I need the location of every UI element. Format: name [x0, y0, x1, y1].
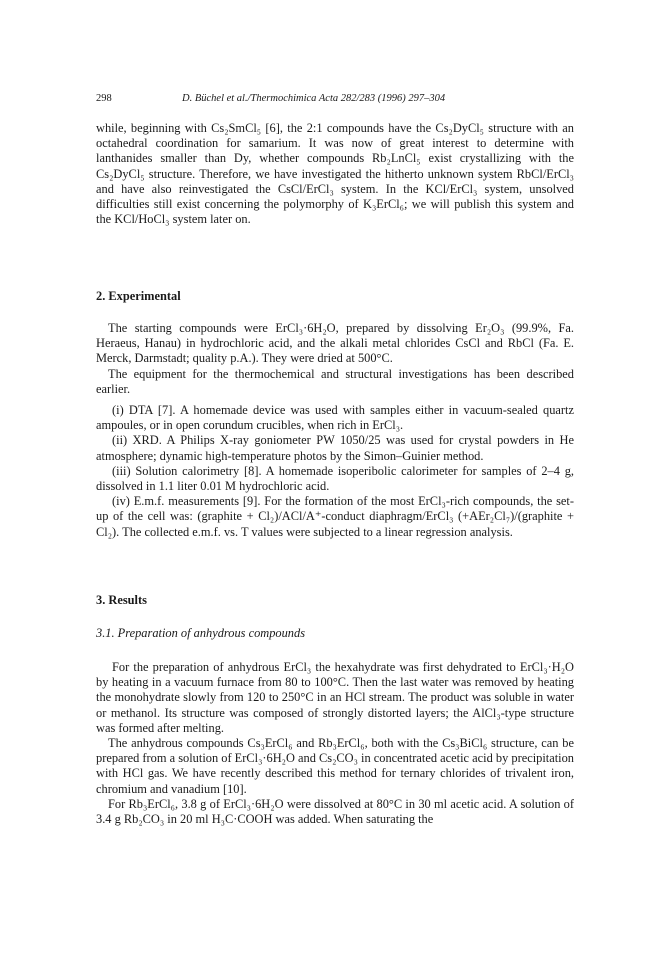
results-body: [96, 660, 574, 827]
intro-paragraph: while, beginning with Cs₂SmCl₅ [6], the 2:1 compounds have the Cs₂DyCl₅ structure with an octahedral coordination for samarium. It was now of great interest to determine with lanthanides smaller than Dy, whether compounds Rb₂LnCl₅ exist crystallizing with the Cs₂DyCl₅ structure. Therefore, we have investigated the hitherto unknown system RbCl/ErCl₃ and have also reinvestigated the CsCl/ErCl₃ system. In the KCl/ErCl₃ system, unsolved difficulties still exist concerning the polymorphy of K₃ErCl₆; we will publish this system and the KCl/HoCl₃ system later on.: [96, 121, 574, 227]
method-item-calorimetry: (iii) Solution calorimetry [8]. A homemade isoperibolic calorimeter for samples of 2–4 g, dissolved in 1.1 liter 0.01 M hydrochloric acid.: [96, 463, 574, 494]
method-item-xrd: (ii) XRD. A Philips X-ray goniometer PW 1050/25 was used for crystal powders in He atmosphere; dynamic high-temperature photos by the Simon–Guinier method.: [96, 433, 574, 463]
experimental-paragraph-1: The starting compounds were ErCl₃·6H₂O, prepared by dissolving Er₂O₃ (99.9%, Fa. Heraeus, Hanau) in hydrochloric acid, and the alkali metal chlorides CsCl and RbCl (Fa. E. Merck, Darmstadt; quality p.A.). They were dried at 500°C.: [96, 321, 574, 366]
method-item-emf: (iv) E.m.f. measurements [9]. For the formation of the most ErCl₃-rich compounds, the set-up of the cell was: (graphite + Cl₂)/ACl/A⁺-conduct diaphragm/ErCl₃ (+AEr₂Cl₇)/(graphite + Cl₂). The collected e.m.f. vs. T values were subjected to a linear regression analysis.: [96, 494, 574, 539]
running-title: D. Büchel et al./Thermochimica Acta 282/283 (1996) 297–304: [182, 93, 446, 104]
experimental-paragraph-2: The equipment for the thermochemical and structural investigations has been described earlier.: [96, 366, 574, 396]
section-heading-results: 3. Results: [96, 593, 147, 607]
subsection-heading-preparation: 3.1. Preparation of anhydrous compounds: [96, 626, 306, 640]
page-number: 298: [96, 93, 112, 104]
results-paragraph-3: For Rb₃ErCl₆, 3.8 g of ErCl₃·6H₂O were dissolved at 80°C in 30 ml acetic acid. A solution of 3.4 g Rb₂CO₃ in 20 ml H₃C·COOH was added. When saturating the: [96, 796, 574, 827]
results-paragraph-1: For the preparation of anhydrous ErCl₃ the hexahydrate was first dehydrated to ErCl₃·H₂O by heating in a vacuum furnace from 80 to 100°C. Then the last water was removed by heating the monohydrate slowly from 120 to 250°C in an HCl stream. The product was soluble in water or methanol. Its structure was composed of strongly distorted layers; the AlCl₃-type structure was formed after melting.: [96, 660, 574, 735]
experimental-body: [96, 321, 574, 540]
method-item-dta: (i) DTA [7]. A homemade device was used with samples either in vacuum-sealed quartz ampoules, or in open corundum crucibles, when rich in ErCl₃.: [96, 403, 574, 433]
section-heading-experimental: 2. Experimental: [96, 289, 181, 303]
intro-continuation: [96, 121, 574, 227]
results-paragraph-2: The anhydrous compounds Cs₃ErCl₆ and Rb₃ErCl₆, both with the Cs₃BiCl₆ structure, can be prepared from a solution of ErCl₃·6H₂O and Cs₂CO₃ in concentrated acetic acid by precipitation with HCl gas. We have recently described this method for ternary chlorides of trivalent iron, chromium and vanadium [10].: [96, 736, 574, 796]
